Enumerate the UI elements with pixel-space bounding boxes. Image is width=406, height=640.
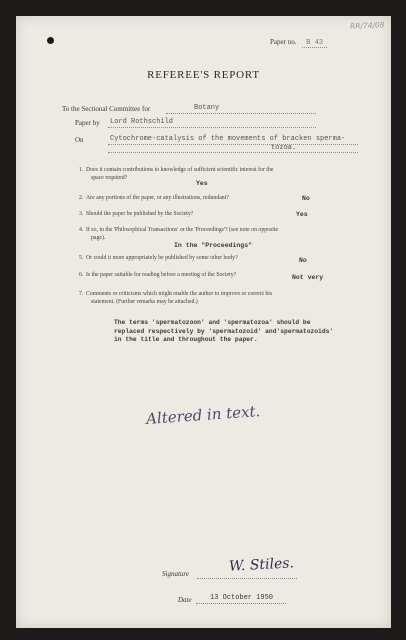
committee-value: Botany bbox=[194, 104, 220, 112]
question-number: 7. bbox=[79, 291, 84, 297]
answer-2: No bbox=[302, 195, 310, 202]
paper-by-label: Paper by bbox=[75, 119, 100, 127]
answer-5: No bbox=[299, 257, 307, 264]
paper-by-line bbox=[108, 127, 316, 128]
paper-number bbox=[270, 38, 327, 47]
question-text-2: space required? bbox=[91, 175, 128, 181]
question-text-1: Are any portions of the paper, or any illustrations, redundant? bbox=[86, 195, 229, 201]
signature-label: Signature bbox=[162, 570, 189, 578]
remarks-line-1: The terms 'spermatozoon' and 'spermatozoa' should be bbox=[114, 319, 311, 326]
punch-hole bbox=[47, 37, 54, 44]
answer-1: Yes bbox=[196, 180, 208, 187]
committee-label: To the Sectional Committee for bbox=[62, 105, 151, 113]
on-line-2 bbox=[108, 152, 358, 153]
question-number: 2. bbox=[79, 195, 84, 201]
question-number: 5. bbox=[79, 255, 84, 261]
question-text-1: Or could it more appropriately be published by some other body? bbox=[86, 255, 238, 261]
remarks-line-2: replaced respectively by 'spermatozoid' and'spermatozoids' bbox=[114, 327, 334, 335]
paper-number-label: Paper no. bbox=[270, 38, 297, 46]
date-label: Date bbox=[178, 596, 192, 604]
committee-line bbox=[166, 113, 316, 114]
question-4 bbox=[79, 226, 346, 242]
date-value: 13 October 1950 bbox=[210, 594, 274, 602]
question-number: 6. bbox=[79, 272, 84, 278]
paper-by-value: Lord Rothschild bbox=[110, 118, 174, 126]
date-line bbox=[196, 603, 286, 604]
question-5 bbox=[79, 254, 346, 262]
page-title: REFEREE'S REPORT bbox=[147, 69, 260, 81]
answer-4: In the "Proceedings" bbox=[174, 242, 253, 249]
archive-reference: RR/74/08 bbox=[350, 20, 386, 31]
question-text-1: If so, in the 'Philosophical Transactions' or the 'Proceedings'? (see note on opposite bbox=[86, 227, 279, 233]
question-text-2: page). bbox=[91, 235, 106, 241]
remarks-line-3: in the title and throughout the paper. bbox=[114, 336, 258, 343]
question-number: 4. bbox=[79, 227, 84, 233]
answer-6: Not very bbox=[292, 274, 324, 281]
signature-line bbox=[197, 578, 297, 579]
question-text-1: Is the paper suitable for reading before a meeting of the Society? bbox=[86, 272, 237, 278]
question-number: 1. bbox=[79, 167, 84, 173]
on-line-1 bbox=[108, 144, 358, 145]
report-sheet bbox=[16, 16, 391, 628]
on-value-line-2: tozoa. bbox=[271, 144, 297, 152]
question-text-2: statement. (Further remarks may be attached.) bbox=[91, 299, 198, 305]
question-text-1: Does it contain contributions to knowledge of sufficient scientific interest for the bbox=[86, 167, 274, 173]
on-value-line-1: Cytochrome-catalysis of the movements of bracken sperma- bbox=[110, 135, 346, 143]
answer-3: Yes bbox=[296, 211, 308, 218]
on-label: On bbox=[75, 136, 84, 144]
paper-number-value: B 43 bbox=[302, 39, 327, 48]
question-text-1: Comments or criticisms which might enable the author to improve or correct his bbox=[86, 291, 273, 297]
question-text-1: Should the paper be published by the Society? bbox=[86, 211, 194, 217]
handwritten-annotation: Altered in text. bbox=[145, 402, 261, 428]
question-7 bbox=[79, 290, 346, 306]
signature-value: W. Stiles. bbox=[228, 555, 295, 575]
referee-remarks bbox=[114, 319, 354, 345]
question-1 bbox=[79, 166, 346, 182]
question-number: 3. bbox=[79, 211, 84, 217]
